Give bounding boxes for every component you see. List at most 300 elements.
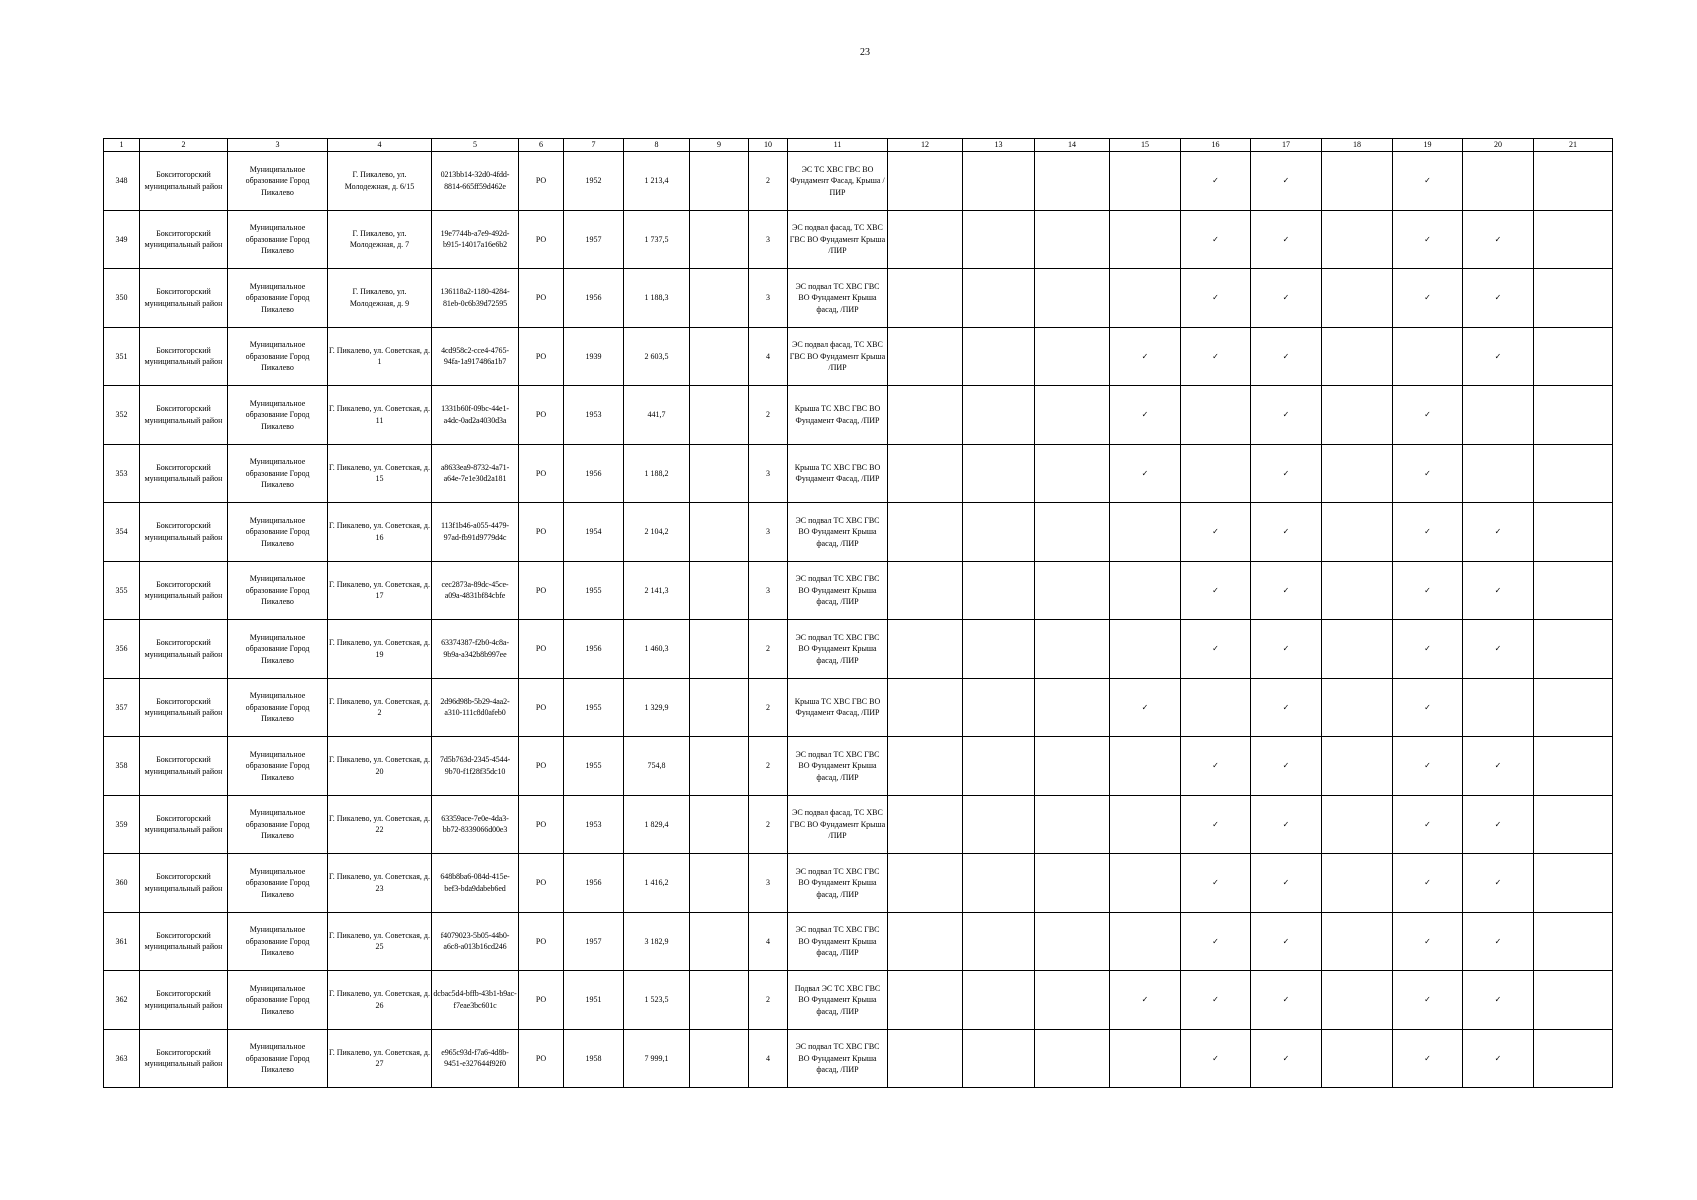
guid-cell: a8633ea9-8732-4a71-a64e-7e1e30d2a181 bbox=[432, 444, 519, 503]
column-9-cell bbox=[690, 386, 749, 445]
municipality-cell: Муниципальное образование Город Пикалево bbox=[228, 854, 328, 913]
column-16-check bbox=[1181, 678, 1251, 737]
column-17-check: ✓ bbox=[1251, 386, 1322, 445]
column-14-cell bbox=[1035, 503, 1110, 562]
works-list-cell: ЭС подвал ТС ХВС ГВС ВО Фундамент Крыша фасад, /ПИР bbox=[788, 269, 888, 328]
row-number: 358 bbox=[104, 737, 140, 796]
floors-cell: 2 bbox=[749, 971, 788, 1030]
column-9-cell bbox=[690, 444, 749, 503]
column-20-check bbox=[1463, 444, 1534, 503]
column-21-cell bbox=[1534, 620, 1613, 679]
year-built-cell: 1955 bbox=[564, 737, 624, 796]
guid-cell: 648b8ba6-084d-415e-bef3-bda9dabeb6ed bbox=[432, 854, 519, 913]
district-cell: Бокситогорский муниципальный район bbox=[140, 620, 228, 679]
column-15-check bbox=[1110, 912, 1181, 971]
column-12-cell bbox=[888, 912, 963, 971]
column-20-check bbox=[1463, 678, 1534, 737]
column-number-4: 4 bbox=[328, 139, 432, 152]
address-cell: Г. Пикалево, ул. Молодежная, д. 7 bbox=[328, 210, 432, 269]
row-number: 357 bbox=[104, 678, 140, 737]
municipality-cell: Муниципальное образование Город Пикалево bbox=[228, 678, 328, 737]
district-cell: Бокситогорский муниципальный район bbox=[140, 327, 228, 386]
ownership-form-cell: РО bbox=[519, 795, 564, 854]
column-20-check: ✓ bbox=[1463, 503, 1534, 562]
ownership-form-cell: РО bbox=[519, 503, 564, 562]
column-18-check bbox=[1322, 737, 1393, 796]
district-cell: Бокситогорский муниципальный район bbox=[140, 1029, 228, 1088]
column-15-check: ✓ bbox=[1110, 444, 1181, 503]
municipality-cell: Муниципальное образование Город Пикалево bbox=[228, 444, 328, 503]
column-14-cell bbox=[1035, 678, 1110, 737]
column-17-check: ✓ bbox=[1251, 912, 1322, 971]
ownership-form-cell: РО bbox=[519, 678, 564, 737]
floors-cell: 2 bbox=[749, 386, 788, 445]
table-row bbox=[104, 503, 1613, 562]
municipality-cell: Муниципальное образование Город Пикалево bbox=[228, 620, 328, 679]
column-20-check: ✓ bbox=[1463, 561, 1534, 620]
district-cell: Бокситогорский муниципальный район bbox=[140, 210, 228, 269]
column-21-cell bbox=[1534, 912, 1613, 971]
address-cell: Г. Пикалево, ул. Советская, д. 22 bbox=[328, 795, 432, 854]
guid-cell: 19e7744b-a7e9-492d-b915-14017a16e6b2 bbox=[432, 210, 519, 269]
column-21-cell bbox=[1534, 503, 1613, 562]
ownership-form-cell: РО bbox=[519, 737, 564, 796]
column-19-check: ✓ bbox=[1393, 620, 1463, 679]
column-13-cell bbox=[963, 795, 1035, 854]
column-19-check: ✓ bbox=[1393, 971, 1463, 1030]
column-14-cell bbox=[1035, 795, 1110, 854]
address-cell: Г. Пикалево, ул. Советская, д. 11 bbox=[328, 386, 432, 445]
column-15-check bbox=[1110, 795, 1181, 854]
table-row bbox=[104, 678, 1613, 737]
column-16-check: ✓ bbox=[1181, 561, 1251, 620]
column-19-check: ✓ bbox=[1393, 737, 1463, 796]
column-21-cell bbox=[1534, 795, 1613, 854]
row-number: 363 bbox=[104, 1029, 140, 1088]
guid-cell: 1331b60f-09bc-44e1-a4dc-0ad2a4030d3a bbox=[432, 386, 519, 445]
column-13-cell bbox=[963, 561, 1035, 620]
column-number-15: 15 bbox=[1110, 139, 1181, 152]
column-17-check: ✓ bbox=[1251, 269, 1322, 328]
area-cell: 7 999,1 bbox=[624, 1029, 690, 1088]
column-18-check bbox=[1322, 971, 1393, 1030]
municipality-cell: Муниципальное образование Город Пикалево bbox=[228, 561, 328, 620]
year-built-cell: 1957 bbox=[564, 912, 624, 971]
column-16-check: ✓ bbox=[1181, 210, 1251, 269]
column-9-cell bbox=[690, 327, 749, 386]
column-20-check: ✓ bbox=[1463, 912, 1534, 971]
column-21-cell bbox=[1534, 971, 1613, 1030]
row-number: 362 bbox=[104, 971, 140, 1030]
area-cell: 3 182,9 bbox=[624, 912, 690, 971]
column-15-check bbox=[1110, 1029, 1181, 1088]
column-14-cell bbox=[1035, 620, 1110, 679]
column-number-6: 6 bbox=[519, 139, 564, 152]
column-17-check: ✓ bbox=[1251, 620, 1322, 679]
table-row bbox=[104, 210, 1613, 269]
column-13-cell bbox=[963, 971, 1035, 1030]
column-18-check bbox=[1322, 912, 1393, 971]
column-12-cell bbox=[888, 444, 963, 503]
guid-cell: 0213bb14-32d0-4fdd-8814-665ff59d462e bbox=[432, 152, 519, 211]
column-16-check: ✓ bbox=[1181, 854, 1251, 913]
year-built-cell: 1956 bbox=[564, 269, 624, 328]
column-19-check: ✓ bbox=[1393, 210, 1463, 269]
table-row bbox=[104, 386, 1613, 445]
column-19-check: ✓ bbox=[1393, 386, 1463, 445]
row-number: 356 bbox=[104, 620, 140, 679]
column-13-cell bbox=[963, 444, 1035, 503]
area-cell: 441,7 bbox=[624, 386, 690, 445]
column-15-check: ✓ bbox=[1110, 327, 1181, 386]
row-number: 350 bbox=[104, 269, 140, 328]
column-18-check bbox=[1322, 210, 1393, 269]
floors-cell: 4 bbox=[749, 1029, 788, 1088]
column-18-check bbox=[1322, 327, 1393, 386]
year-built-cell: 1955 bbox=[564, 561, 624, 620]
table-row bbox=[104, 620, 1613, 679]
column-16-check: ✓ bbox=[1181, 327, 1251, 386]
works-list-cell: ЭС подвал ТС ХВС ГВС ВО Фундамент Крыша фасад, /ПИР bbox=[788, 620, 888, 679]
floors-cell: 4 bbox=[749, 327, 788, 386]
district-cell: Бокситогорский муниципальный район bbox=[140, 152, 228, 211]
column-14-cell bbox=[1035, 386, 1110, 445]
district-cell: Бокситогорский муниципальный район bbox=[140, 269, 228, 328]
column-14-cell bbox=[1035, 444, 1110, 503]
address-cell: Г. Пикалево, ул. Советская, д. 16 bbox=[328, 503, 432, 562]
column-13-cell bbox=[963, 678, 1035, 737]
area-cell: 1 188,3 bbox=[624, 269, 690, 328]
column-14-cell bbox=[1035, 737, 1110, 796]
column-number-17: 17 bbox=[1251, 139, 1322, 152]
column-21-cell bbox=[1534, 854, 1613, 913]
row-number: 348 bbox=[104, 152, 140, 211]
column-17-check: ✓ bbox=[1251, 737, 1322, 796]
district-cell: Бокситогорский муниципальный район bbox=[140, 971, 228, 1030]
works-list-cell: ЭС подвал фасад, ТС ХВС ГВС ВО Фундамент Крыша /ПИР bbox=[788, 795, 888, 854]
column-15-check bbox=[1110, 210, 1181, 269]
column-12-cell bbox=[888, 620, 963, 679]
ownership-form-cell: РО bbox=[519, 971, 564, 1030]
district-cell: Бокситогорский муниципальный район bbox=[140, 912, 228, 971]
column-15-check bbox=[1110, 854, 1181, 913]
column-12-cell bbox=[888, 737, 963, 796]
column-9-cell bbox=[690, 737, 749, 796]
area-cell: 2 104,2 bbox=[624, 503, 690, 562]
floors-cell: 3 bbox=[749, 503, 788, 562]
column-18-check bbox=[1322, 561, 1393, 620]
municipality-cell: Муниципальное образование Город Пикалево bbox=[228, 269, 328, 328]
column-number-16: 16 bbox=[1181, 139, 1251, 152]
column-20-check: ✓ bbox=[1463, 1029, 1534, 1088]
column-number-3: 3 bbox=[228, 139, 328, 152]
column-21-cell bbox=[1534, 737, 1613, 796]
floors-cell: 4 bbox=[749, 912, 788, 971]
column-20-check bbox=[1463, 152, 1534, 211]
address-cell: Г. Пикалево, ул. Советская, д. 15 bbox=[328, 444, 432, 503]
column-21-cell bbox=[1534, 444, 1613, 503]
column-16-check: ✓ bbox=[1181, 152, 1251, 211]
column-14-cell bbox=[1035, 561, 1110, 620]
address-cell: Г. Пикалево, ул. Молодежная, д. 6/15 bbox=[328, 152, 432, 211]
municipality-cell: Муниципальное образование Город Пикалево bbox=[228, 503, 328, 562]
district-cell: Бокситогорский муниципальный район bbox=[140, 503, 228, 562]
area-cell: 1 329,9 bbox=[624, 678, 690, 737]
column-17-check: ✓ bbox=[1251, 444, 1322, 503]
column-20-check: ✓ bbox=[1463, 971, 1534, 1030]
table-row bbox=[104, 444, 1613, 503]
column-13-cell bbox=[963, 269, 1035, 328]
column-13-cell bbox=[963, 152, 1035, 211]
column-14-cell bbox=[1035, 1029, 1110, 1088]
row-number: 353 bbox=[104, 444, 140, 503]
ownership-form-cell: РО bbox=[519, 269, 564, 328]
district-cell: Бокситогорский муниципальный район bbox=[140, 795, 228, 854]
works-list-cell: Крыша ТС ХВС ГВС ВО Фундамент Фасад, /ПИР bbox=[788, 678, 888, 737]
column-13-cell bbox=[963, 912, 1035, 971]
column-12-cell bbox=[888, 1029, 963, 1088]
municipality-cell: Муниципальное образование Город Пикалево bbox=[228, 210, 328, 269]
year-built-cell: 1958 bbox=[564, 1029, 624, 1088]
column-18-check bbox=[1322, 152, 1393, 211]
column-15-check bbox=[1110, 561, 1181, 620]
column-16-check bbox=[1181, 444, 1251, 503]
column-number-19: 19 bbox=[1393, 139, 1463, 152]
floors-cell: 2 bbox=[749, 678, 788, 737]
ownership-form-cell: РО bbox=[519, 854, 564, 913]
column-18-check bbox=[1322, 269, 1393, 328]
year-built-cell: 1956 bbox=[564, 620, 624, 679]
row-number: 351 bbox=[104, 327, 140, 386]
column-19-check: ✓ bbox=[1393, 503, 1463, 562]
row-number: 352 bbox=[104, 386, 140, 445]
column-number-8: 8 bbox=[624, 139, 690, 152]
column-12-cell bbox=[888, 386, 963, 445]
column-9-cell bbox=[690, 971, 749, 1030]
column-17-check: ✓ bbox=[1251, 1029, 1322, 1088]
column-number-11: 11 bbox=[788, 139, 888, 152]
area-cell: 2 141,3 bbox=[624, 561, 690, 620]
guid-cell: e965c93d-f7a6-4d8b-9451-e327644f92f0 bbox=[432, 1029, 519, 1088]
column-21-cell bbox=[1534, 386, 1613, 445]
table-row bbox=[104, 1029, 1613, 1088]
floors-cell: 2 bbox=[749, 152, 788, 211]
address-cell: Г. Пикалево, ул. Советская, д. 25 bbox=[328, 912, 432, 971]
year-built-cell: 1951 bbox=[564, 971, 624, 1030]
address-cell: Г. Пикалево, ул. Советская, д. 23 bbox=[328, 854, 432, 913]
column-17-check: ✓ bbox=[1251, 210, 1322, 269]
municipality-cell: Муниципальное образование Город Пикалево bbox=[228, 795, 328, 854]
column-18-check bbox=[1322, 444, 1393, 503]
address-cell: Г. Пикалево, ул. Советская, д. 26 bbox=[328, 971, 432, 1030]
column-17-check: ✓ bbox=[1251, 795, 1322, 854]
municipality-cell: Муниципальное образование Город Пикалево bbox=[228, 152, 328, 211]
column-16-check: ✓ bbox=[1181, 620, 1251, 679]
column-number-9: 9 bbox=[690, 139, 749, 152]
municipality-cell: Муниципальное образование Город Пикалево bbox=[228, 1029, 328, 1088]
column-16-check: ✓ bbox=[1181, 503, 1251, 562]
district-cell: Бокситогорский муниципальный район bbox=[140, 386, 228, 445]
works-list-cell: ЭС подвал ТС ХВС ГВС ВО Фундамент Крыша фасад, /ПИР bbox=[788, 854, 888, 913]
area-cell: 2 603,5 bbox=[624, 327, 690, 386]
municipality-cell: Муниципальное образование Город Пикалево bbox=[228, 327, 328, 386]
ownership-form-cell: РО bbox=[519, 327, 564, 386]
column-9-cell bbox=[690, 503, 749, 562]
column-13-cell bbox=[963, 327, 1035, 386]
table-body bbox=[104, 152, 1613, 1088]
district-cell: Бокситогорский муниципальный район bbox=[140, 444, 228, 503]
area-cell: 1 737,5 bbox=[624, 210, 690, 269]
column-number-1: 1 bbox=[104, 139, 140, 152]
guid-cell: 113f1b46-a055-4479-97ad-fb91d9779d4c bbox=[432, 503, 519, 562]
ownership-form-cell: РО bbox=[519, 912, 564, 971]
municipality-cell: Муниципальное образование Город Пикалево bbox=[228, 386, 328, 445]
works-list-cell: Крыша ТС ХВС ГВС ВО Фундамент Фасад, /ПИР bbox=[788, 386, 888, 445]
works-list-cell: ЭС подвал ТС ХВС ГВС ВО Фундамент Крыша фасад, /ПИР bbox=[788, 561, 888, 620]
column-18-check bbox=[1322, 386, 1393, 445]
column-number-5: 5 bbox=[432, 139, 519, 152]
column-21-cell bbox=[1534, 210, 1613, 269]
column-16-check: ✓ bbox=[1181, 737, 1251, 796]
column-9-cell bbox=[690, 912, 749, 971]
housing-register-table bbox=[103, 138, 1613, 1088]
guid-cell: 136118a2-1180-4284-81eb-0c6b39d72595 bbox=[432, 269, 519, 328]
municipality-cell: Муниципальное образование Город Пикалево bbox=[228, 737, 328, 796]
column-13-cell bbox=[963, 210, 1035, 269]
column-17-check: ✓ bbox=[1251, 327, 1322, 386]
column-18-check bbox=[1322, 678, 1393, 737]
column-number-12: 12 bbox=[888, 139, 963, 152]
year-built-cell: 1957 bbox=[564, 210, 624, 269]
area-cell: 1 416,2 bbox=[624, 854, 690, 913]
column-13-cell bbox=[963, 386, 1035, 445]
table-row bbox=[104, 152, 1613, 211]
column-number-row bbox=[104, 139, 1613, 152]
column-20-check: ✓ bbox=[1463, 795, 1534, 854]
column-18-check bbox=[1322, 854, 1393, 913]
column-17-check: ✓ bbox=[1251, 561, 1322, 620]
column-20-check: ✓ bbox=[1463, 210, 1534, 269]
column-9-cell bbox=[690, 1029, 749, 1088]
works-list-cell: ЭС подвал фасад, ТС ХВС ГВС ВО Фундамент Крыша /ПИР bbox=[788, 210, 888, 269]
column-16-check: ✓ bbox=[1181, 971, 1251, 1030]
column-14-cell bbox=[1035, 152, 1110, 211]
address-cell: Г. Пикалево, ул. Молодежная, д. 9 bbox=[328, 269, 432, 328]
column-19-check: ✓ bbox=[1393, 561, 1463, 620]
column-9-cell bbox=[690, 561, 749, 620]
municipality-cell: Муниципальное образование Город Пикалево bbox=[228, 971, 328, 1030]
row-number: 355 bbox=[104, 561, 140, 620]
floors-cell: 3 bbox=[749, 561, 788, 620]
ownership-form-cell: РО bbox=[519, 444, 564, 503]
column-19-check: ✓ bbox=[1393, 854, 1463, 913]
column-9-cell bbox=[690, 620, 749, 679]
column-number-7: 7 bbox=[564, 139, 624, 152]
column-13-cell bbox=[963, 1029, 1035, 1088]
column-14-cell bbox=[1035, 971, 1110, 1030]
column-16-check: ✓ bbox=[1181, 1029, 1251, 1088]
column-17-check: ✓ bbox=[1251, 678, 1322, 737]
column-13-cell bbox=[963, 620, 1035, 679]
floors-cell: 3 bbox=[749, 269, 788, 328]
column-9-cell bbox=[690, 269, 749, 328]
year-built-cell: 1939 bbox=[564, 327, 624, 386]
column-20-check: ✓ bbox=[1463, 854, 1534, 913]
column-19-check: ✓ bbox=[1393, 678, 1463, 737]
district-cell: Бокситогорский муниципальный район bbox=[140, 678, 228, 737]
column-14-cell bbox=[1035, 854, 1110, 913]
column-12-cell bbox=[888, 854, 963, 913]
column-12-cell bbox=[888, 210, 963, 269]
floors-cell: 3 bbox=[749, 444, 788, 503]
column-number-14: 14 bbox=[1035, 139, 1110, 152]
address-cell: Г. Пикалево, ул. Советская, д. 1 bbox=[328, 327, 432, 386]
works-list-cell: ЭС подвал фасад, ТС ХВС ГВС ВО Фундамент Крыша /ПИР bbox=[788, 327, 888, 386]
column-15-check bbox=[1110, 503, 1181, 562]
works-list-cell: Подвал ЭС ТС ХВС ГВС ВО Фундамент Крыша фасад, /ПИР bbox=[788, 971, 888, 1030]
year-built-cell: 1952 bbox=[564, 152, 624, 211]
column-15-check: ✓ bbox=[1110, 971, 1181, 1030]
column-20-check: ✓ bbox=[1463, 327, 1534, 386]
district-cell: Бокситогорский муниципальный район bbox=[140, 854, 228, 913]
column-18-check bbox=[1322, 1029, 1393, 1088]
guid-cell: 63374387-f2b0-4c8a-9b9a-a342b8b997ee bbox=[432, 620, 519, 679]
works-list-cell: ЭС подвал ТС ХВС ГВС ВО Фундамент Крыша фасад, /ПИР bbox=[788, 912, 888, 971]
column-16-check: ✓ bbox=[1181, 795, 1251, 854]
column-12-cell bbox=[888, 795, 963, 854]
column-number-18: 18 bbox=[1322, 139, 1393, 152]
guid-cell: 63359ace-7e0e-4da3-bb72-8339066d00e3 bbox=[432, 795, 519, 854]
column-16-check: ✓ bbox=[1181, 912, 1251, 971]
column-21-cell bbox=[1534, 327, 1613, 386]
column-15-check bbox=[1110, 269, 1181, 328]
column-19-check: ✓ bbox=[1393, 152, 1463, 211]
column-12-cell bbox=[888, 678, 963, 737]
column-number-21: 21 bbox=[1534, 139, 1613, 152]
column-12-cell bbox=[888, 971, 963, 1030]
guid-cell: 4cd958c2-cce4-4765-94fa-1a917486a1b7 bbox=[432, 327, 519, 386]
table-row bbox=[104, 561, 1613, 620]
area-cell: 1 523,5 bbox=[624, 971, 690, 1030]
row-number: 361 bbox=[104, 912, 140, 971]
column-17-check: ✓ bbox=[1251, 854, 1322, 913]
district-cell: Бокситогорский муниципальный район bbox=[140, 737, 228, 796]
column-12-cell bbox=[888, 269, 963, 328]
column-19-check: ✓ bbox=[1393, 1029, 1463, 1088]
column-19-check bbox=[1393, 327, 1463, 386]
column-15-check: ✓ bbox=[1110, 386, 1181, 445]
floors-cell: 2 bbox=[749, 737, 788, 796]
year-built-cell: 1953 bbox=[564, 795, 624, 854]
year-built-cell: 1956 bbox=[564, 854, 624, 913]
table-row bbox=[104, 737, 1613, 796]
area-cell: 1 188,2 bbox=[624, 444, 690, 503]
address-cell: Г. Пикалево, ул. Советская, д. 19 bbox=[328, 620, 432, 679]
column-13-cell bbox=[963, 503, 1035, 562]
address-cell: Г. Пикалево, ул. Советская, д. 17 bbox=[328, 561, 432, 620]
column-9-cell bbox=[690, 152, 749, 211]
row-number: 354 bbox=[104, 503, 140, 562]
year-built-cell: 1955 bbox=[564, 678, 624, 737]
floors-cell: 2 bbox=[749, 795, 788, 854]
table-row bbox=[104, 912, 1613, 971]
district-cell: Бокситогорский муниципальный район bbox=[140, 561, 228, 620]
column-19-check: ✓ bbox=[1393, 912, 1463, 971]
row-number: 360 bbox=[104, 854, 140, 913]
column-number-10: 10 bbox=[749, 139, 788, 152]
column-number-20: 20 bbox=[1463, 139, 1534, 152]
table-row bbox=[104, 971, 1613, 1030]
